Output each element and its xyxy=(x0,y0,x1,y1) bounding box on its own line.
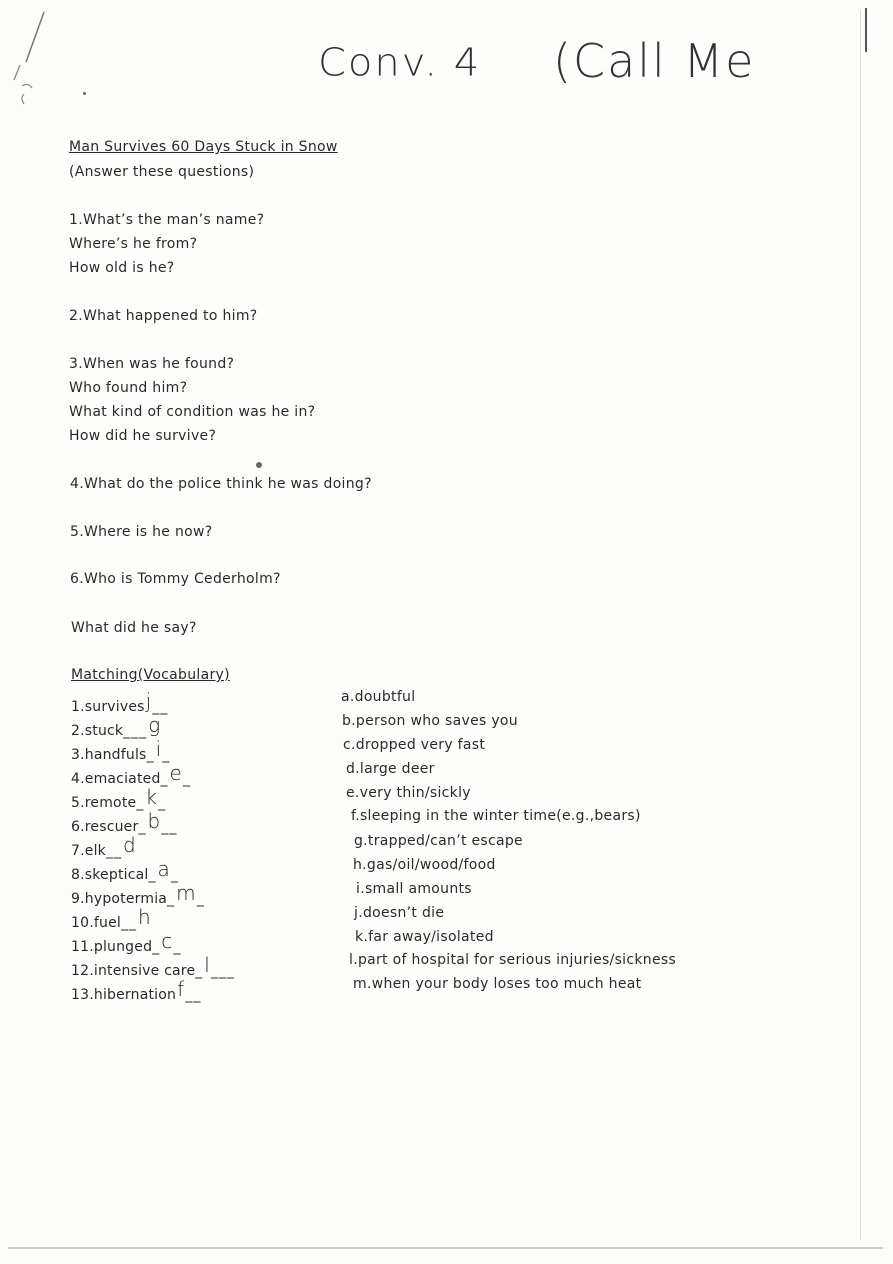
handwritten-answer: i xyxy=(155,737,162,761)
vocab-definition: a.doubtful xyxy=(341,689,416,705)
question: 3.When was he found? xyxy=(69,356,235,372)
vocab-word-label: 7.elk xyxy=(71,843,106,859)
question: 2.What happened to him? xyxy=(69,308,258,324)
handwritten-note: (Call Me xyxy=(553,34,756,88)
question: 1.What’s the man’s name? xyxy=(69,212,265,228)
scan-edge-line xyxy=(860,10,861,1240)
vocab-definition: c.dropped very fast xyxy=(343,737,486,753)
vocab-definition: j.doesn’t die xyxy=(354,905,445,921)
vocab-word-label: 8.skeptical xyxy=(71,867,149,883)
vocab-word-label: 1.survives xyxy=(71,699,145,715)
vocab-definition: h.gas/oil/wood/food xyxy=(353,857,496,873)
handwritten-answer: b xyxy=(147,809,161,833)
question: Where’s he from? xyxy=(69,236,198,252)
question: 4.What do the police think he was doing? xyxy=(70,476,372,492)
vocab-definition: d.large deer xyxy=(346,761,435,777)
vocab-word-label: 6.rescuer xyxy=(71,819,139,835)
vocab-word-label: 11.plunged xyxy=(71,939,153,955)
handwritten-answer: m xyxy=(176,881,196,905)
vocab-word: 13.hibernationf__ xyxy=(71,977,202,1003)
vocab-word: 2.stuck___g xyxy=(71,713,161,739)
scan-bottom-edge xyxy=(8,1247,883,1249)
question: What did he say? xyxy=(71,620,197,636)
instruction-text: (Answer these questions) xyxy=(69,164,255,180)
worksheet-title: Man Survives 60 Days Stuck in Snow xyxy=(69,139,338,155)
vocab-word: 9.hypotermia_m_ xyxy=(71,881,205,907)
vocab-definition: m.when your body loses too much heat xyxy=(353,976,642,992)
vocab-word: 11.plunged_c_ xyxy=(71,929,182,955)
question: What kind of condition was he in? xyxy=(69,404,316,420)
handwritten-answer: k xyxy=(145,785,158,809)
question: How old is he? xyxy=(69,260,175,276)
vocab-word: 1.survivesj__ xyxy=(71,689,169,715)
vocab-definition: b.person who saves you xyxy=(342,713,518,729)
question: 5.Where is he now? xyxy=(70,524,213,540)
vocab-definition: f.sleeping in the winter time(e.g.,bears) xyxy=(351,808,641,824)
question: 6.Who is Tommy Cederholm? xyxy=(70,571,281,587)
pen-scribble-mark xyxy=(8,10,48,105)
handwritten-answer: j xyxy=(145,689,152,713)
vocab-word: 4.emaciated_e_ xyxy=(71,761,192,787)
vocab-definition: g.trapped/can’t escape xyxy=(354,833,523,849)
vocab-word: 8.skeptical_a_ xyxy=(71,857,179,883)
handwritten-answer: g xyxy=(148,713,161,737)
vocab-word-label: 12.intensive care xyxy=(71,963,196,979)
vocab-word-label: 4.emaciated xyxy=(71,771,161,787)
handwritten-answer: c xyxy=(161,929,173,953)
handwritten-class-label: Conv. 4 xyxy=(318,41,482,85)
vocab-word-label: 2.stuck xyxy=(71,723,124,739)
vocab-word-label: 5.remote xyxy=(71,795,137,811)
handwritten-answer: e xyxy=(169,761,183,785)
vocab-word: 10.fuel__h xyxy=(71,905,151,931)
handwritten-answer: a xyxy=(157,857,170,881)
scan-edge-mark xyxy=(865,8,867,52)
vocab-word: 5.remote_k_ xyxy=(71,785,167,811)
vocab-definition: l.part of hospital for serious injuries/sickness xyxy=(349,952,677,968)
vocab-word: 6.rescuer_b__ xyxy=(71,809,178,835)
handwritten-answer: d xyxy=(122,833,136,857)
vocab-word-label: 10.fuel xyxy=(71,915,121,931)
vocab-word-label: 9.hypotermia xyxy=(71,891,168,907)
vocab-definition: i.small amounts xyxy=(356,881,472,897)
question: How did he survive? xyxy=(69,428,217,444)
vocab-word-label: 3.handfuls xyxy=(71,747,147,763)
vocab-word: 12.intensive care_l___ xyxy=(71,953,236,979)
handwritten-answer: l xyxy=(204,953,211,977)
scan-speck xyxy=(83,92,86,95)
handwritten-answer: h xyxy=(137,905,151,929)
handwritten-answer: f xyxy=(177,977,185,1001)
scan-speck xyxy=(256,462,262,468)
vocab-definition: k.far away/isolated xyxy=(355,929,494,945)
vocab-word: 3.handfuls_i_ xyxy=(71,737,171,763)
vocab-definition: e.very thin/sickly xyxy=(346,785,471,801)
question: Who found him? xyxy=(69,380,188,396)
matching-heading: Matching(Vocabulary) xyxy=(71,667,230,683)
vocab-word-label: 13.hibernation xyxy=(71,987,177,1003)
vocab-word: 7.elk__d xyxy=(71,833,136,859)
